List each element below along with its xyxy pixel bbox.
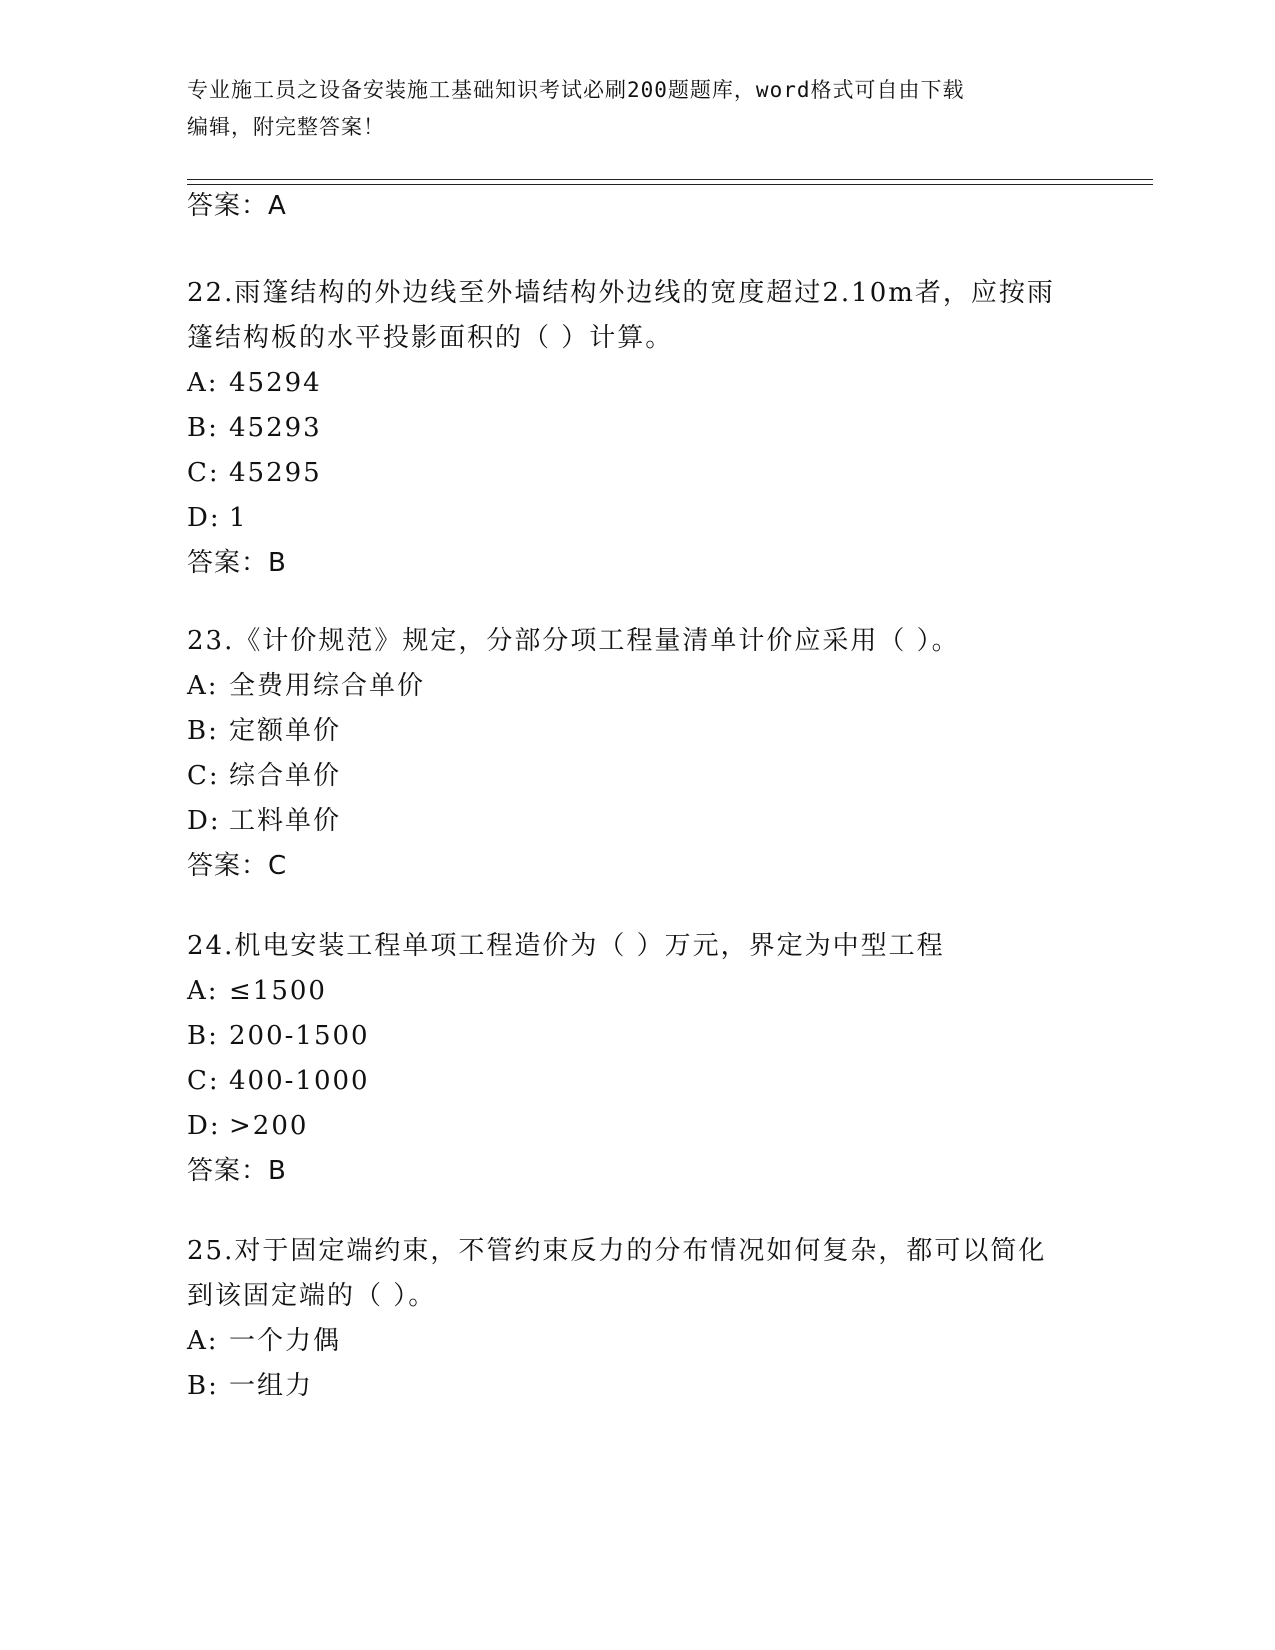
option-a [187,361,1087,406]
option-d [187,799,1087,844]
question-stem-line: 篷结构板的水平投影面积的（ ）计算。 [187,323,674,353]
header-line-2: 编辑，附完整答案！ [187,115,385,139]
option-b [187,709,1087,754]
option-key: B: [187,1021,219,1051]
option-key: A: [187,671,219,701]
option-d [187,1104,1087,1149]
question-24 [187,924,1087,1194]
option-c [187,1059,1087,1104]
option-key: D: [187,503,221,533]
option-text: 200-1500 [229,1021,370,1051]
question-23 [187,619,1087,889]
option-text: 全费用综合单价 [229,671,426,701]
option-b [187,406,1087,451]
answer-text: 答案：B [187,548,287,578]
option-a [187,664,1087,709]
option-text: 定额单价 [229,716,342,746]
option-text: 45293 [229,413,322,443]
option-b [187,1014,1087,1059]
option-key: C: [187,761,220,791]
option-text: 1 [229,503,248,533]
previous-answer-block [187,184,1087,229]
option-text: 一组力 [229,1371,314,1401]
option-key: A: [187,976,219,1006]
option-a [187,969,1087,1014]
question-stem-line: 到该固定端的（ ）。 [187,1281,437,1311]
option-text: 45295 [229,458,322,488]
option-text: ≤1500 [229,976,327,1006]
option-key: D: [187,1111,221,1141]
option-d [187,496,1087,541]
document-header [187,72,1077,146]
option-key: B: [187,413,219,443]
option-a [187,1319,1087,1364]
option-text: 工料单价 [229,806,342,836]
header-divider-top [187,179,1153,180]
option-key: C: [187,1066,220,1096]
header-line-1: 专业施工员之设备安装施工基础知识考试必刷200题题库，word格式可自由下载 [187,78,965,102]
option-text: 一个力偶 [229,1326,342,1356]
answer-text: 答案：A [187,191,287,221]
question-stem-line: 22.雨篷结构的外边线至外墙结构外边线的宽度超过2.10m者，应按雨 [187,278,1055,308]
option-c [187,754,1087,799]
answer-text: 答案：C [187,851,288,881]
option-text: 400-1000 [229,1066,370,1096]
question-stem-line: 25.对于固定端约束，不管约束反力的分布情况如何复杂，都可以简化 [187,1236,1047,1266]
question-22 [187,271,1087,586]
option-key: D: [187,806,221,836]
question-25 [187,1229,1087,1409]
answer-text: 答案：B [187,1156,287,1186]
option-key: A: [187,368,219,398]
option-key: B: [187,716,219,746]
question-stem-line: 24.机电安装工程单项工程造价为（ ）万元，界定为中型工程 [187,931,945,961]
option-key: B: [187,1371,219,1401]
option-text: 45294 [229,368,322,398]
option-key: A: [187,1326,219,1356]
question-stem-line: 23.《计价规范》规定，分部分项工程量清单计价应采用（ ）。 [187,626,960,656]
option-text: 综合单价 [229,761,342,791]
option-c [187,451,1087,496]
option-b [187,1364,1087,1409]
option-key: C: [187,458,220,488]
option-text: >200 [229,1111,309,1141]
